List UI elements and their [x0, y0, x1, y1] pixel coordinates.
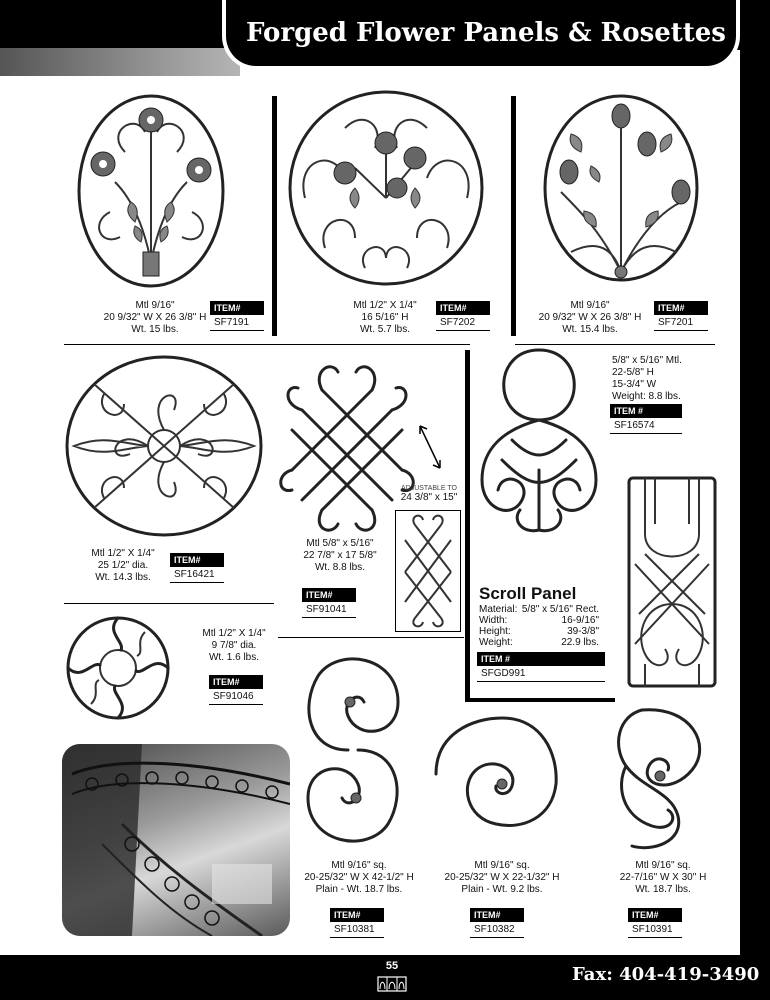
horizontal-divider [64, 344, 470, 345]
resize-arrow-icon [418, 424, 442, 470]
staircase-photo [62, 744, 290, 936]
side-bar [740, 0, 770, 1000]
item-code: SF16421 [170, 567, 224, 583]
sf91041-image [282, 350, 412, 530]
sf7202-specs: Mtl 1/2" X 1/4" 16 5/16" H Wt. 5.7 lbs. [353, 300, 417, 335]
vertical-divider [272, 96, 277, 336]
sf10382-image [432, 714, 560, 832]
sf7201-item [654, 301, 708, 331]
item-label: ITEM# [302, 588, 356, 602]
item-label: ITEM# [470, 908, 524, 922]
item-code: SF91046 [209, 689, 263, 705]
item-label: ITEM # [477, 652, 605, 666]
sf7202-image [285, 88, 487, 288]
page-number: 55 [385, 960, 399, 972]
sf7202-item [436, 301, 490, 331]
sf10382-specs: Mtl 9/16" sq. 20-25/32" W X 22-1/32" H Plain - Wt. 9.2 lbs. [444, 860, 560, 895]
sf16574-image [472, 350, 606, 538]
sf91046-specs: Mtl 1/2" X 1/4" 9 7/8" dia. Wt. 1.6 lbs. [202, 628, 266, 663]
sf10381-image [298, 646, 408, 854]
sf7191-specs: Mtl 9/16" 20 9/32" W X 26 3/8" H Wt. 15 lbs. [103, 300, 207, 335]
sf91041-adjusted-image [395, 510, 461, 632]
vertical-divider [511, 96, 516, 336]
sf91041-specs: Mtl 5/8" x 5/16" 22 7/8" x 17 5/8" Wt. 8.8 lbs. [303, 538, 377, 573]
sf10391-specs: Mtl 9/16" sq. 22-7/16" W X 30" H Wt. 18.7 lbs. [619, 860, 707, 895]
item-label: ITEM# [628, 908, 682, 922]
header-gradient-band [0, 48, 240, 76]
sf10381-item [330, 908, 384, 938]
sf16574-item [610, 404, 682, 434]
sf7191-item [210, 301, 264, 331]
item-code: SF10382 [470, 922, 524, 938]
item-code: SF10391 [628, 922, 682, 938]
sf16421-specs: Mtl 1/2" X 1/4" 25 1/2" dia. Wt. 14.3 lbs. [91, 548, 155, 583]
sf7201-specs: Mtl 9/16" 20 9/32" W X 26 3/8" H Wt. 15.4 lbs. [538, 300, 642, 335]
sf7201-image [541, 92, 701, 284]
item-code: SF16574 [610, 418, 682, 434]
sfgd991-item [477, 652, 605, 682]
sfgd991-title: Scroll Panel [479, 584, 577, 603]
item-label: ITEM # [610, 404, 682, 418]
item-code: SF91041 [302, 602, 356, 618]
horizontal-divider [64, 603, 274, 604]
logo-icon [377, 976, 407, 992]
sfgd991-image [625, 474, 719, 690]
sf91041-adjustable-value: 24 3/8" x 15" [400, 492, 458, 503]
fax-number: Fax: 404-419-3490 [572, 964, 760, 985]
item-label: ITEM# [654, 301, 708, 315]
sf91046-item [209, 675, 263, 705]
horizontal-divider [465, 698, 615, 702]
item-code: SFGD991 [477, 666, 605, 682]
sf10381-specs: Mtl 9/16" sq. 20-25/32" W X 42-1/2" H Plain - Wt. 18.7 lbs. [304, 860, 414, 895]
sf10382-item [470, 908, 524, 938]
sf7191-image [75, 92, 227, 290]
horizontal-divider [278, 637, 464, 638]
sf16421-image [64, 354, 264, 538]
sf91041-item [302, 588, 356, 618]
item-code: SF7202 [436, 315, 490, 331]
sf91046-image [65, 612, 171, 724]
item-label: ITEM# [170, 553, 224, 567]
page-title: Forged Flower Panels & Rosettes [246, 18, 726, 48]
sf16421-item [170, 553, 224, 583]
sf91041-adjustable-label: ADJUSTABLE TO [400, 485, 458, 492]
sf16574-specs: 5/8" x 5/16" Mtl. 22-5/8" H 15-3/4" W Weight: 8.8 lbs. [612, 355, 682, 402]
item-code: SF10381 [330, 922, 384, 938]
item-label: ITEM# [330, 908, 384, 922]
sf10391-image [612, 706, 706, 852]
item-label: ITEM# [436, 301, 490, 315]
sf10391-item [628, 908, 682, 938]
item-code: SF7191 [210, 315, 264, 331]
vertical-divider [465, 350, 470, 702]
sfgd991-specs: Material: 5/8" x 5/16" Rect. Width: 16-9/16" Height: 39-3/8" Weight: 22.9 lbs. [479, 604, 599, 648]
item-code: SF7201 [654, 315, 708, 331]
item-label: ITEM# [210, 301, 264, 315]
item-label: ITEM# [209, 675, 263, 689]
horizontal-divider [515, 344, 715, 345]
